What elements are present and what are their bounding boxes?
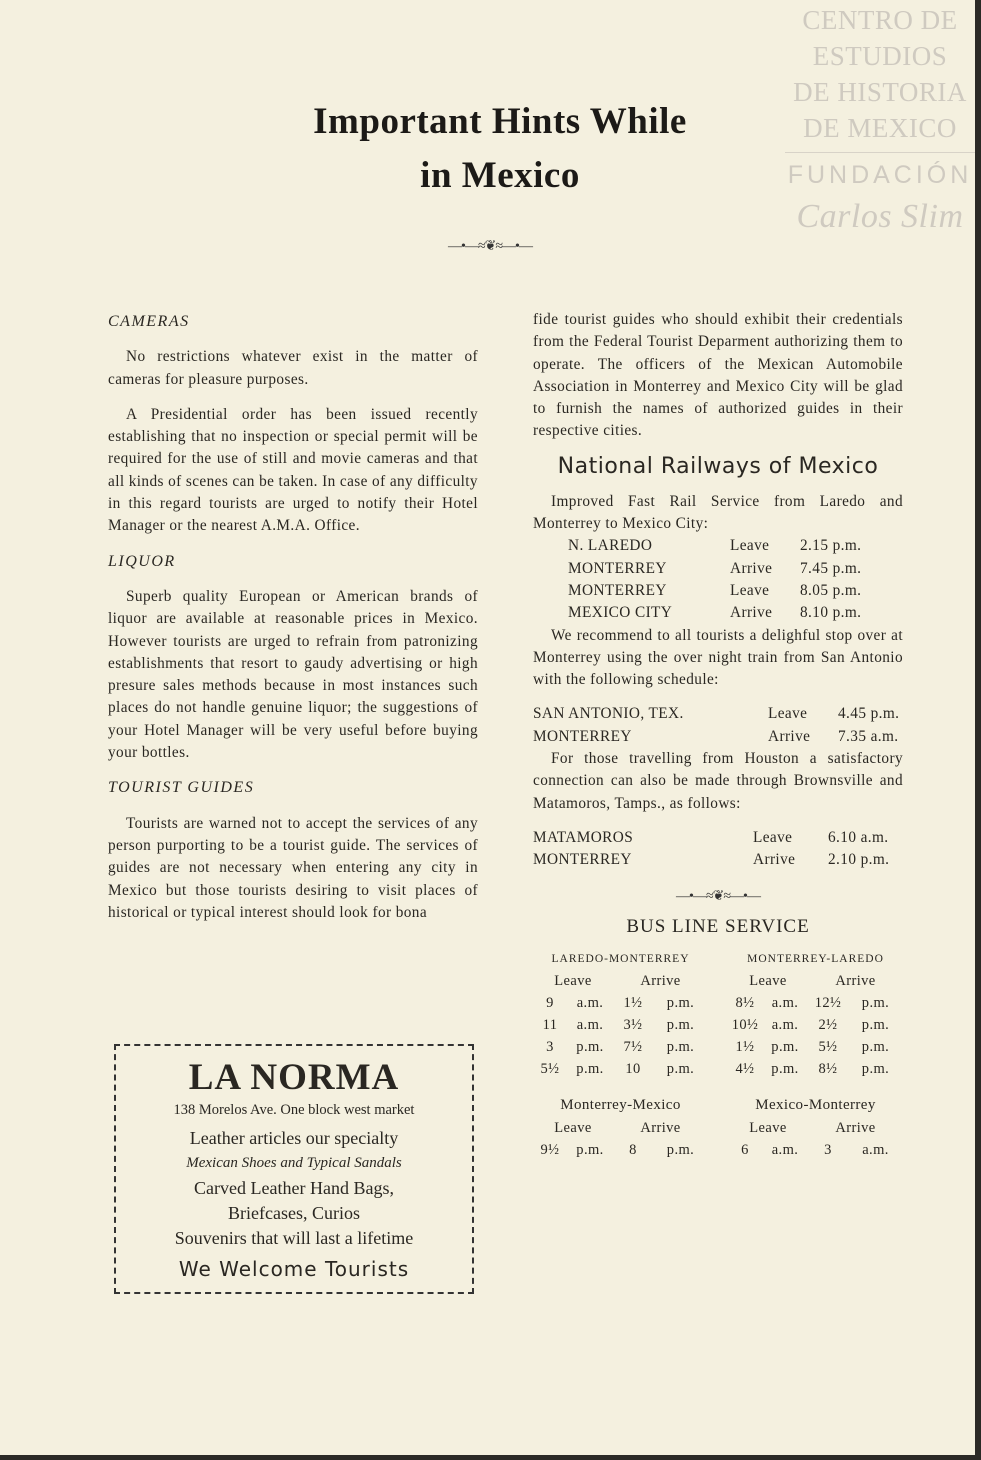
bus-cell: p.m. (576, 1061, 604, 1078)
bus-cell: p.m. (861, 995, 890, 1012)
bus-cell: a.m. (576, 995, 604, 1012)
bus-cell: 1½ (735, 1039, 755, 1056)
bus-cell: 10 (625, 1061, 641, 1078)
bus-cell: p.m. (666, 1039, 695, 1056)
bus-table (728, 1094, 903, 1160)
rail-schedule (533, 535, 903, 624)
san-antonio-schedule (533, 703, 903, 748)
bus-arrive-header: Arrive (835, 973, 876, 990)
bus-cell: 9½ (540, 1141, 560, 1158)
schedule-action: Leave (768, 705, 808, 723)
railways-intro: Improved Fast Rail Service from Laredo and Monterrey to Mexico City: (533, 492, 903, 533)
bus-cell: 5½ (818, 1039, 838, 1056)
bus-cell: p.m. (576, 1039, 604, 1056)
bus-cell: p.m. (771, 1061, 799, 1078)
schedule-time: 7.45 p.m. (800, 559, 862, 577)
ad-line: Carved Leather Hand Bags, (194, 1178, 394, 1198)
bus-arrive-header: Arrive (640, 1119, 681, 1136)
liquor-paragraph: Superb quality European or American brands of liquor are available at reasonable prices in Mexico. However tourists are urged to refrain from patronizing establishments that resort to gaudy advertising or high presure sales methods because in most instances such places do not handle genuine liquor; the suggestions of your Hotel Manager will be very useful before buying your bottles. (108, 587, 478, 762)
schedule-time: 8.10 p.m. (800, 604, 862, 622)
bus-cell: p.m. (666, 1061, 695, 1078)
bus-cell: p.m. (771, 1039, 799, 1056)
title-line-2: in Mexico (420, 155, 580, 196)
schedule-station: MONTERREY (533, 851, 632, 869)
ad-line: Briefcases, Curios (228, 1203, 360, 1223)
bus-leave-header: Leave (749, 973, 787, 990)
ornament-divider-icon: —•—≈❦≈—•— (676, 888, 760, 904)
watermark-line: CENTRO DE (802, 5, 958, 35)
bus-grid (533, 970, 708, 1080)
bus-leave-header: Leave (749, 1119, 787, 1136)
bus-route: Mexico-Monterrey (755, 1097, 876, 1114)
bus-cell: 9 (546, 995, 554, 1012)
bus-cell: 12½ (814, 995, 842, 1012)
bus-leave-header: Leave (554, 973, 592, 990)
bus-route: LAREDO-MONTERREY (551, 953, 690, 966)
bus-route: Monterrey-Mexico (560, 1097, 681, 1114)
cameras-paragraph: A Presidential order has been issued recently establishing that no inspection or special permit will be required for the use of still and movie cameras and that all kinds of scenes can be taken. In case of any difficulty in this regard tourists are urged to notify their Hotel Manager or the nearest A.M.A. Office. (108, 405, 478, 535)
bus-arrive-header: Arrive (640, 973, 681, 990)
guides-paragraph: Tourists are warned not to accept the services of any person purporting to be a tourist guide. The services of guides are not necessary when entering any city in Mexico but those tourists desiring to visit places of historical or typical interest should look for bona (108, 814, 478, 921)
ad-line: Leather articles our specialty (189, 1128, 399, 1148)
bus-grid (533, 1117, 708, 1161)
schedule-station: MONTERREY (533, 727, 632, 745)
watermark-line: DE HISTORIA (793, 77, 967, 107)
bus-cell: a.m. (862, 1141, 889, 1158)
watermark-foundation: FUNDACIÓN (785, 152, 975, 193)
bus-cell: 5½ (540, 1061, 560, 1078)
bus-cell: a.m. (576, 1017, 604, 1034)
bus-cell: 4½ (735, 1061, 755, 1078)
bus-leave-header: Leave (554, 1119, 592, 1136)
schedule-action: Arrive (730, 559, 773, 577)
bus-cell: p.m. (666, 1017, 695, 1034)
bus-cell: p.m. (861, 1017, 890, 1034)
ad-address: 138 Morelos Ave. One block west market (173, 1102, 415, 1118)
schedule-action: Leave (730, 581, 770, 599)
schedule-action: Arrive (730, 604, 773, 622)
right-column (533, 309, 903, 1161)
schedule-action: Leave (753, 828, 793, 846)
bus-arrive-header: Arrive (835, 1119, 876, 1136)
bus-cell: 8½ (735, 995, 755, 1012)
bus-cell: a.m. (771, 995, 799, 1012)
schedule-time: 2.10 p.m. (828, 851, 890, 869)
bus-cell: p.m. (861, 1039, 890, 1056)
bus-cell: 3 (824, 1141, 832, 1158)
watermark-line: ESTUDIOS (812, 41, 948, 71)
bus-grid (728, 1117, 903, 1161)
schedule-action: Arrive (768, 727, 811, 745)
bus-cell: a.m. (771, 1141, 799, 1158)
ad-line: Souvenirs that will last a lifetime (174, 1228, 414, 1248)
bus-heading: BUS LINE SERVICE (626, 915, 810, 937)
railways-recommendation: We recommend to all tourists a delighful stop over at Monterrey using the over night train from San Antonio with the following schedule: (533, 626, 903, 689)
schedule-time: 8.05 p.m. (800, 581, 862, 599)
schedule-action: Leave (730, 537, 770, 555)
bus-grid (728, 970, 903, 1080)
bus-cell: 3 (546, 1039, 554, 1056)
schedule-time: 4.45 p.m. (838, 705, 900, 723)
schedule-station: MEXICO CITY (568, 604, 673, 622)
bus-cell: 8 (629, 1141, 637, 1158)
schedule-station: SAN ANTONIO, TEX. (533, 705, 684, 723)
railways-heading: National Railways of Mexico (557, 453, 879, 479)
bus-cell: p.m. (861, 1061, 890, 1078)
bus-cell: 6 (741, 1141, 749, 1158)
page-title (200, 95, 800, 203)
guides-paragraph-continued: fide tourist guides who should exhibit their credentials from the Federal Tourist Deparment authorizing them to operate. The officers of the Mexican Automobile Association in Monterrey and Mexico City will be glad to furnish the names of authorized guides in their respective cities. (533, 311, 903, 440)
watermark (785, 2, 975, 235)
bus-cell: 1½ (623, 995, 643, 1012)
ornament-divider-icon: —•—≈❦≈—•— (448, 239, 532, 254)
cameras-heading: CAMERAS (108, 313, 190, 330)
schedule-action: Arrive (753, 851, 796, 869)
ad-slogan: We Welcome Tourists (178, 1257, 410, 1281)
guides-heading: TOURIST GUIDES (108, 779, 255, 797)
bus-table (728, 948, 903, 1080)
bus-cell: 8½ (818, 1061, 838, 1078)
title-line-1: Important Hints While (313, 101, 687, 142)
bus-route: MONTERREY-LAREDO (747, 953, 884, 966)
bus-tables (533, 948, 903, 1161)
watermark-line: DE MEXICO (803, 113, 957, 143)
la-norma-advertisement (114, 1044, 474, 1294)
schedule-station: N. LAREDO (568, 537, 653, 555)
bus-cell: a.m. (771, 1017, 799, 1034)
bus-cell: 2½ (818, 1017, 838, 1034)
liquor-heading: LIQUOR (108, 552, 176, 570)
bus-cell: p.m. (666, 995, 695, 1012)
ad-line: Mexican Shoes and Typical Sandals (186, 1155, 402, 1171)
ad-business-name: LA NORMA (188, 1057, 400, 1098)
matamoros-schedule (533, 827, 903, 872)
bus-cell: 3½ (623, 1017, 643, 1034)
bus-cell: 7½ (623, 1039, 643, 1056)
bus-cell: 11 (542, 1017, 558, 1034)
bus-cell: p.m. (576, 1141, 604, 1158)
cameras-paragraph: No restrictions whatever exist in the matter of cameras for pleasure purposes. (108, 348, 478, 388)
schedule-time: 7.35 a.m. (838, 727, 899, 745)
houston-paragraph: For those travelling from Houston a satisfactory connection can also be made through Brownsville and Matamoros, Tamps., as follows: (533, 750, 903, 812)
schedule-station: MONTERREY (568, 559, 667, 577)
bus-cell: 10½ (731, 1017, 759, 1034)
watermark-signature: Carlos Slim (796, 198, 964, 235)
left-column (108, 311, 478, 924)
schedule-station: MONTERREY (568, 581, 667, 599)
bus-table (533, 1094, 708, 1160)
schedule-station: MATAMOROS (533, 828, 634, 846)
schedule-time: 6.10 a.m. (828, 828, 889, 846)
bus-cell: p.m. (666, 1141, 695, 1158)
schedule-time: 2.15 p.m. (800, 537, 862, 555)
bus-table (533, 948, 708, 1080)
